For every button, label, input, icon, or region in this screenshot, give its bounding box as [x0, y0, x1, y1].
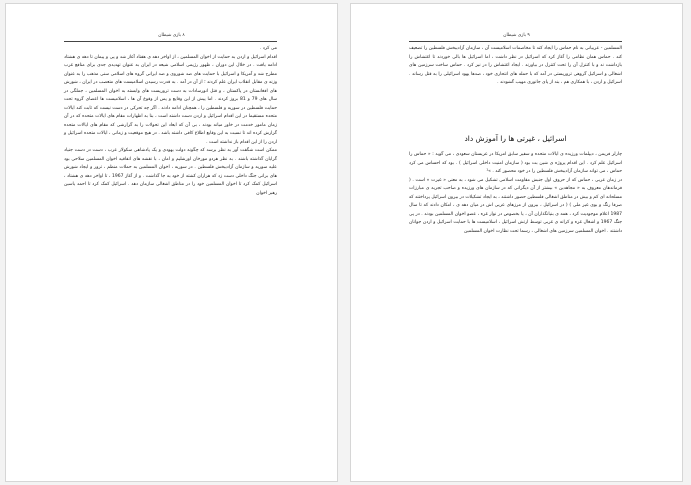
right-page-top-body	[409, 45, 622, 88]
left-page	[5, 3, 338, 482]
right-page-header: ۹ بازی شیطان	[503, 33, 530, 38]
right-page	[350, 3, 683, 482]
section-heading: اسرائیل ، غیرتی ها را آموزش داد	[464, 134, 567, 143]
right-header-rule	[409, 41, 622, 42]
right-paragraph-2: چارلز فریمن ، دیپلمات ورزیده ی ایالات متحده و سفیر سابق امریکا در عربستان سعودی ، می گوید : « حماس را اسرائیل علم کرد . این اقدام پروژه ی شین بت بود ( سازمان امنیت داخلی اسرائیل ) . بود که احساس می کرد حماس ، می تواند سازمان آزادیبخش فلسطین را در خود محصور کند . »¹	[409, 152, 622, 174]
left-page-body	[64, 45, 277, 198]
right-page-section-body	[409, 151, 622, 236]
right-paragraph-3: در زمان عربی ، حماس که از حروف اول جنبش مقاومت اسلامی تشکیل می شود ، به معنی « غیرت » است . ( فرماندهان معروف به « مجاهدین » بیشتر از آن دیگرانی که در سازمان های ورزیده و صاحب تجربه ی مبارزات مسلحانه ای کم و بیش در مناطق اشغالی فلسطین حضور داشتند ، به ایجاد تشکیلات در بیرون اسرائیل پرداختند که صرفا رنگ و بوی غیر ملی ) ( در اسرائیل ، بیرون از مرزهای عربی اش در میان دهه ی ، امکان دادند که تا سال 1987 اعلام موجودیت کرد ، همه ی بنیانگذاران آن ، یا بخصوص در نوار غزه ، عضو اخوان المسلمین بودند . در پی جنگ 1967 و اشغال غزه و کرانه ی غربی توسط ارتش اسرائیل ، اسلامیست ها با حمایت اسرائیل و اردن جوانان داشتند . اخوان المسلمین سرزمین های اشغالی ، رسما تحت نظارت اخوان المسلمین	[409, 177, 622, 234]
right-paragraph-1: المسلمین - عربیانی به نام حماس را ایجاد کند تا مخاصمات اسلامیست آن ، سازمان آزادیبخش فلسطین را تضعیف کند . حماس همان نظامی را آغاز کرد که اسرائیل در نظر داشت ، اما اسرائیل ها بالی خوردند تا اغتشاش را بازداشت ند و با کنترل آن را تحت کنترل در بیاورند . ایجاد اغتشاش را در نیز کرد . حماس ساخت سرزمین های اشغالی و اسرائیل گروهی تروریستی در آمد که با حمله های انتحاری خود ، صدها یهود اسرائیلی را به قتل رساند . اسرائیل و اردن ، با همکاری هم ، بند از پای جانوری مهیب گشودند .	[409, 46, 622, 85]
left-header-rule	[64, 41, 277, 42]
left-paragraph-1: می کرد .	[259, 46, 277, 51]
left-paragraph-2: اقدام اسرائیل و اردن به حمایت از اخوان المسلمین ، از اواخر دهه ی هفتاد آغاز شد و پی و پیمان تا دهه ی هشتاد ادامه یافت . در خلال این دوران ، ظهور رژیمی اسلامی شیعه در ایران به عنوان تهدیدی جدی برای منافع غرب مطرح شد و آمریکا و اسرائیل با حمایت های ضد شوروی و ضد ایرانی گروه های اسلامی سنی مذهب را به عنوان وزنه ی مقابل انقلاب ایران علم کردند ؛ از آن در آمد . به قدرت رسیدن اسلامیست های متعصب در ایران ، شورش های افغانستان در پاکستان ، و قتل انورسادات به دست تروریست های وابسته به اخوان المسلمین ، جملگی در سال های 79 و 81 بروز کردند . اما پیش از این وقایع و پس از وقوع آن ها ، اسلامیست ها اعضای گروه تحت حمایت فلسطین در سوریه و فلسطین را ، همچنان ادامه دادند . اگر چه تحرکی در دست نیست که ثابت کند ایالات متحده مستقیما در این اقدام اسرائیل و اردن دست داشته است ، بنا به اظهارات مقام های ایالات متحده که در آن زمان مامور خدمت در خاور میانه بودند ، بی آن که ابعاد این تحولات را به گزارشی که مقام های ایالات متحده گزارش کرده اند تا نسبت به این وقایع اطلاع کافی داشته باشد . در هیچ موقعیت و زمانی ، ایالات متحده اسرائیل و اردن را از این اقدام باز نداشته است .	[64, 54, 277, 145]
left-page-header: ۸ بازی شیطان	[158, 33, 185, 38]
left-paragraph-3: ممکن است شگفت آور به نظر برسد که چگونه دولت یهودی و یک پادشاهی سکولار عرب ، دست در دست جنیاد گرایان گذاشته باشند . به نظر هردو مورخان اورشلیم و امان ، با نقشه های اتفاقیه اخوان المسلمین سلاحی بود علیه سوریه و سازمان آزادیبخش فلسطین . در سوریه ، اخوان المسلمین به حملات منظم ، ترور و ایجاد شورش های برانی جنگ داخلی دست زد که هزاران کشته از خود به جا گذاشت . و از آغاز 1967 ، تا اواخر دهه ی هشتاد ، اسرائیل کمک کرد تا اخوان المسلمین خود را در مناطق اشغالی سازمان دهد . اسرائیل کمک کرد تا احمد یاسین رهبر اخوان	[64, 148, 277, 196]
